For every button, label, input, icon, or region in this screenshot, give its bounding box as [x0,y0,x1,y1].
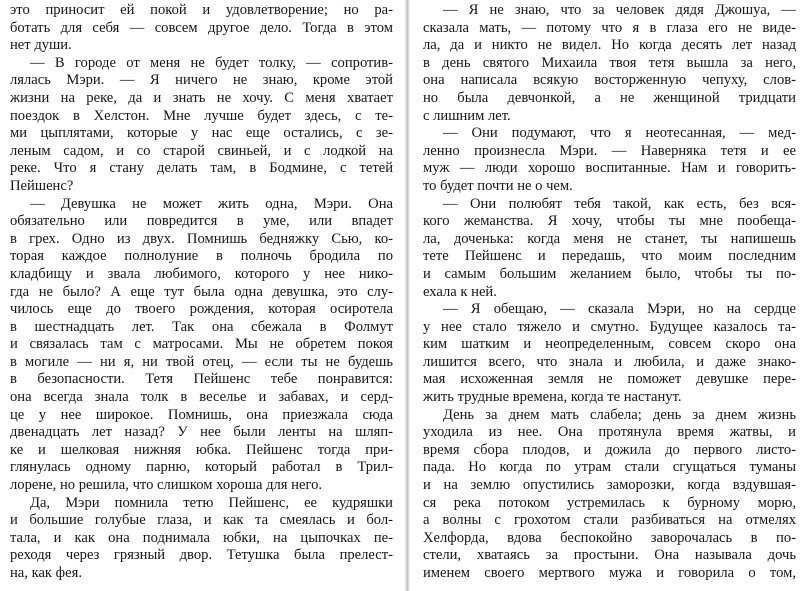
text-line: ботать для себя — совсем другое дело. Тогда в этом [10,19,393,36]
text-line: реке. Что я стану делать там, в Бодмине, с тетей [10,160,393,177]
text-line: кладбищу и звала любимого, которого у нее нико- [10,265,393,282]
text-line: в грех. Одно из двух. Помнишь бедняжку Сью, ко- [10,230,393,247]
text-line: глянулась одному парню, который работал в Трил- [10,459,393,476]
text-line: — Девушка не может жить одна, Мэри. Она [30,195,393,212]
text-line: тала, и как она поднимала юбки, на цыпочках пе- [10,529,393,546]
text-line: — Я обещаю, — сказала Мэри, но на сердце [443,301,796,318]
text-line: это приносит ей покой и удовлетворение; но ра- [10,2,393,18]
text-line: Да, Мэри помнила тетю Пейшенс, ее кудряшки [30,494,393,511]
text-line: це у нее широкое. Помнишь, она приезжала сюда [10,406,393,423]
text-line: именем своего мертвого мужа и говорила о том, [423,565,796,581]
text-line: леным садом, и со старой свиньей, и с лодкой на [10,142,393,159]
text-line: — Они полюбят тебя такой, как есть, без вся- [443,195,796,212]
text-line: время сбора плодов, и дожила до первого листо- [423,441,796,458]
text-line: и самым большим желанием было, чтобы ты по- [423,265,796,282]
text-line: у нее стало тяжело и смутно. Будущее казалось та- [423,318,796,335]
text-line: в могиле — ни я, ни твой отец, — если ты не будешь [10,353,393,370]
text-line: ла, доченька: когда меня не станет, ты напишешь [423,230,796,247]
text-line: с лишним лет. [423,107,511,124]
text-line: в шестнадцать лет. Так она сбежала в Фолмут [10,318,393,335]
text-line: и связалась там с матросами. Мы не обретем покоя [10,336,393,353]
text-line: уходила из нее. Она протянула время жатвы, и [423,424,796,441]
text-line: ми цыплятами, которые у нас еще остались, с зе- [10,125,393,142]
text-line: реходя через грязный двор. Тетушка была прелест- [10,547,393,564]
text-line: нет души. [10,37,72,54]
text-line: чилось еще до твоего рождения, которая осиротела [10,301,393,318]
text-line: Хелфорда, вдова беспокойно заворочалась в по- [423,529,796,546]
text-line: тете Пейшенс и передашь, что моим последним [423,248,796,265]
text-line: она написала всякую восторженную чепуху, слов- [423,72,796,89]
text-line: кого жеманства. Я хочу, чтобы ты мне пообеща- [423,213,796,230]
text-line: двенадцать лет назад? У нее были ленты на шляп- [10,424,393,441]
text-line: ленно произнесла Мэри. — Наверняка тетя и ее [423,142,796,159]
text-line: и на землю опустились заморозки, когда вздувшая- [423,477,796,494]
text-line: — В городе от меня не будет толку, — сопротив- [30,54,393,71]
text-line: она всегда знала толк в веселье и забавах, и серд- [10,389,393,406]
text-line: ким шатким и неопределенным, совсем скоро она [423,336,796,353]
text-line: Пейшенс? [10,177,74,194]
text-line: гда не было? А еще тут была одна девушка, это слу- [10,283,393,300]
text-line: в день святого Михаила твоя тетя вышла за него, [423,54,796,71]
text-line: лишится всего, что знала и любила, и даже знако- [423,353,796,370]
text-line: на, как фея. [10,565,82,581]
text-line: ке и шелковая нижняя юбка. Пейшенс тогда при- [10,441,393,458]
text-line: День за днем мать слабела; день за днем жизнь [443,406,796,423]
text-line: в безопасности. Тетя Пейшенс тебе понравится: [10,371,393,388]
text-line: жизни на реке, да и знать не хочу. С меня хватает [10,89,393,106]
text-line: сказала мать, — потому что я в глаза его не виде- [423,19,796,36]
text-line: лялась Мэри. — Я ничего не знаю, кроме этой [10,72,393,89]
text-line: но была девчонкой, а не женщиной тридцати [423,89,796,106]
text-line: то будет почти не о чем. [423,177,573,194]
text-line: а волны с грохотом стали разбиваться на отмелях [423,512,796,529]
text-line: жить трудные времена, когда те настанут. [423,389,682,406]
right-page [413,0,800,591]
text-line: муж — люди хорошо воспитанные. Нам и говорить- [423,160,796,177]
text-line: ла, да и никто не видел. Но когда десять лет назад [423,37,796,54]
text-line: ся река потоком устремилась к бурному морю, [423,494,796,511]
text-line: мая исхоженная земля не поможет девушке пере- [423,371,796,388]
text-line: пада. Но когда по утрам стали сгущаться туманы [423,459,796,476]
book-gutter [404,0,410,591]
text-line: обязательно или повредится в уме, или впадет [10,213,393,230]
text-line: лорене, но решила, что слишком хороша для него. [10,477,323,494]
text-line: и большие голубые глаза, и как та смеялась и бол- [10,512,393,529]
text-line: поездок в Хелстон. Мне лучше будет здесь, с те- [10,107,393,124]
text-line: стели, хватаясь за простыни. Она называла дочь [423,547,796,564]
text-line: торая каждое полнолуние в полночь бродила по [10,248,393,265]
text-line: — Я не знаю, что за человек дядя Джошуа, — [443,2,796,18]
text-line: ехала к ней. [423,283,497,300]
text-line: — Они подумают, что я неотесанная, — мед- [443,125,796,142]
